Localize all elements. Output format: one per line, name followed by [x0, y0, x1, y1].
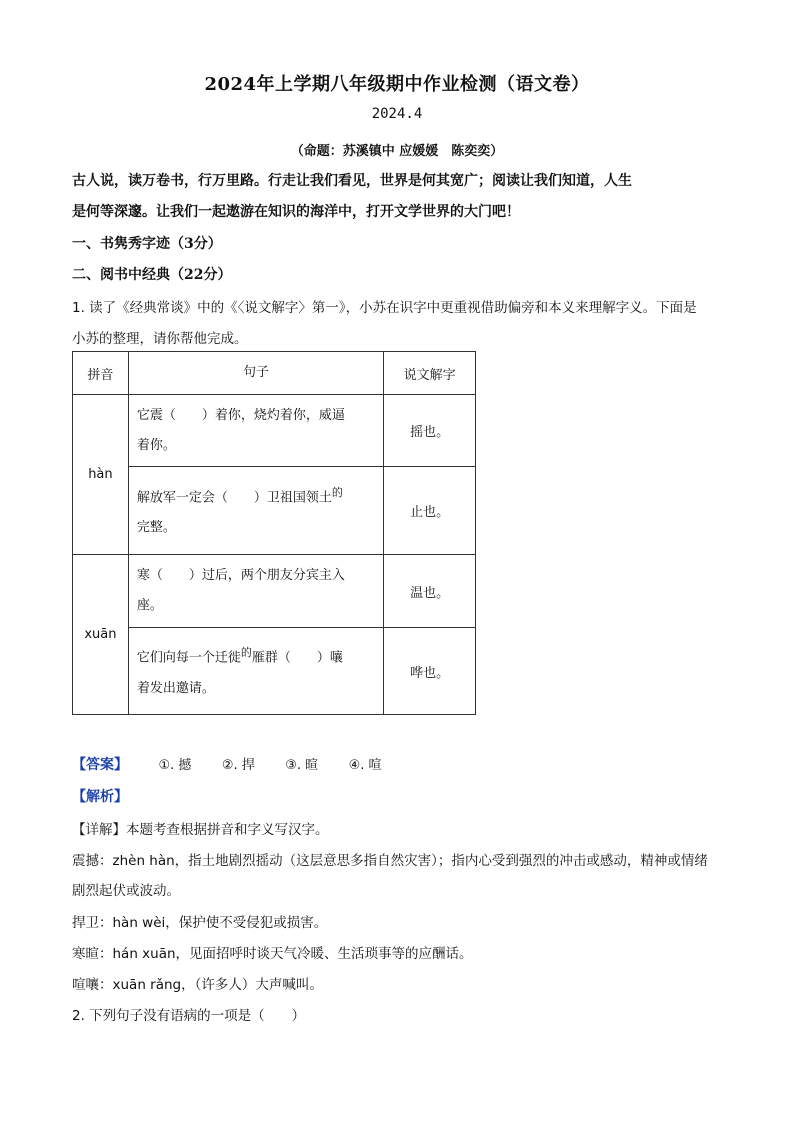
answer-label: 【答案】 — [72, 757, 128, 773]
answer-item: ④. 喧 — [348, 758, 382, 773]
answer-item: ①. 撼 — [158, 758, 192, 773]
sentence-text: 它们向每一个迁徙 — [136, 650, 241, 666]
question-1-line-2: 小苏的整理，请你帮他完成。 — [72, 331, 248, 347]
shuowen-cell: 摇也。 — [384, 395, 476, 467]
section-heading-1: 一、书隽秀字迹（3分） — [72, 236, 222, 252]
question-1-line-1: 1. 读了《经典常谈》中的《〈说文解字〉第一》，小苏在识字中更重视借助偏旁和本义来理解字义。下面是 — [72, 300, 697, 316]
table-row — [73, 628, 476, 715]
question-2: 2. 下列句子没有语病的一项是（ ） — [72, 1008, 306, 1024]
table-row — [73, 467, 476, 555]
sentence-text: 着发出邀请。 — [136, 680, 215, 696]
sentence-text: 解放军一定会（ ）卫祖国领土 — [136, 490, 332, 506]
sentence-cell — [128, 555, 383, 628]
analysis-line: 捍卫：hàn wèi，保护使不受侵犯或损害。 — [72, 915, 328, 931]
sentence-cell — [128, 395, 383, 467]
shuowen-cell: 止也。 — [384, 467, 476, 555]
exam-authors: （命题：苏溪镇中 应媛媛 陈奕奕） — [290, 144, 504, 159]
sentence-text: 完整。 — [136, 520, 176, 536]
analysis-detail: 【详解】本题考查根据拼音和字义写汉字。 — [72, 822, 329, 838]
section-heading-2: 二、阅书中经典（22分） — [72, 267, 232, 283]
sentence-cell — [128, 467, 383, 555]
sentence-cell — [128, 628, 383, 715]
sentence-text: 它震（ ）着你，烧灼着你，威逼 — [136, 407, 345, 423]
analysis-label: 【解析】 — [72, 789, 128, 805]
table-header-pinyin: 拼音 — [73, 352, 129, 395]
sentence-text: 寒（ ）过后，两个朋友分宾主入 — [136, 568, 345, 583]
answer-item: ③. 暄 — [285, 758, 319, 773]
analysis-line: 寒暄：hán xuān，见面招呼时谈天气冷暖、生活琐事等的应酬话。 — [72, 946, 473, 962]
exam-date: 2024.4 — [371, 106, 423, 122]
intro-line-1: 古人说，读万卷书，行万里路。行走让我们看见，世界是何其宽广；阅读让我们知道，人生 — [72, 173, 632, 189]
pinyin-cell: xuān — [73, 555, 129, 715]
sentence-text: 座。 — [136, 598, 163, 613]
table-header-row — [73, 352, 476, 395]
answer-item: ②. 捍 — [221, 758, 255, 773]
sentence-superscript: 的 — [331, 485, 343, 499]
analysis-line: 剧烈起伏或波动。 — [72, 883, 180, 899]
pinyin-cell: hàn — [73, 395, 129, 555]
table-row — [73, 395, 476, 467]
sentence-superscript: 的 — [240, 646, 252, 660]
shuowen-cell: 温也。 — [384, 555, 476, 628]
analysis-line: 震撼：zhèn hàn，指土地剧烈摇动（这层意思多指自然灾害）；指内心受到强烈的冲击或感动，精神或情绪 — [72, 853, 708, 869]
table-header-sentence: 句子 — [128, 352, 383, 395]
table-row — [73, 555, 476, 628]
shuowen-cell: 哗也。 — [384, 628, 476, 715]
exam-title: 2024年上学期八年级期中作业检测（语文卷） — [204, 74, 590, 95]
table-header-shuowen: 说文解字 — [384, 352, 476, 395]
answer-line — [72, 754, 382, 774]
pinyin-table — [72, 351, 476, 715]
analysis-line: 喧嚷：xuān rǎng，（许多人）大声喊叫。 — [72, 977, 323, 993]
sentence-text: 着你。 — [136, 437, 176, 453]
intro-line-2: 是何等深邃。让我们一起遨游在知识的海洋中，打开文学世界的大门吧！ — [72, 204, 520, 220]
sentence-text: 雁群（ ）嚷 — [251, 650, 343, 666]
